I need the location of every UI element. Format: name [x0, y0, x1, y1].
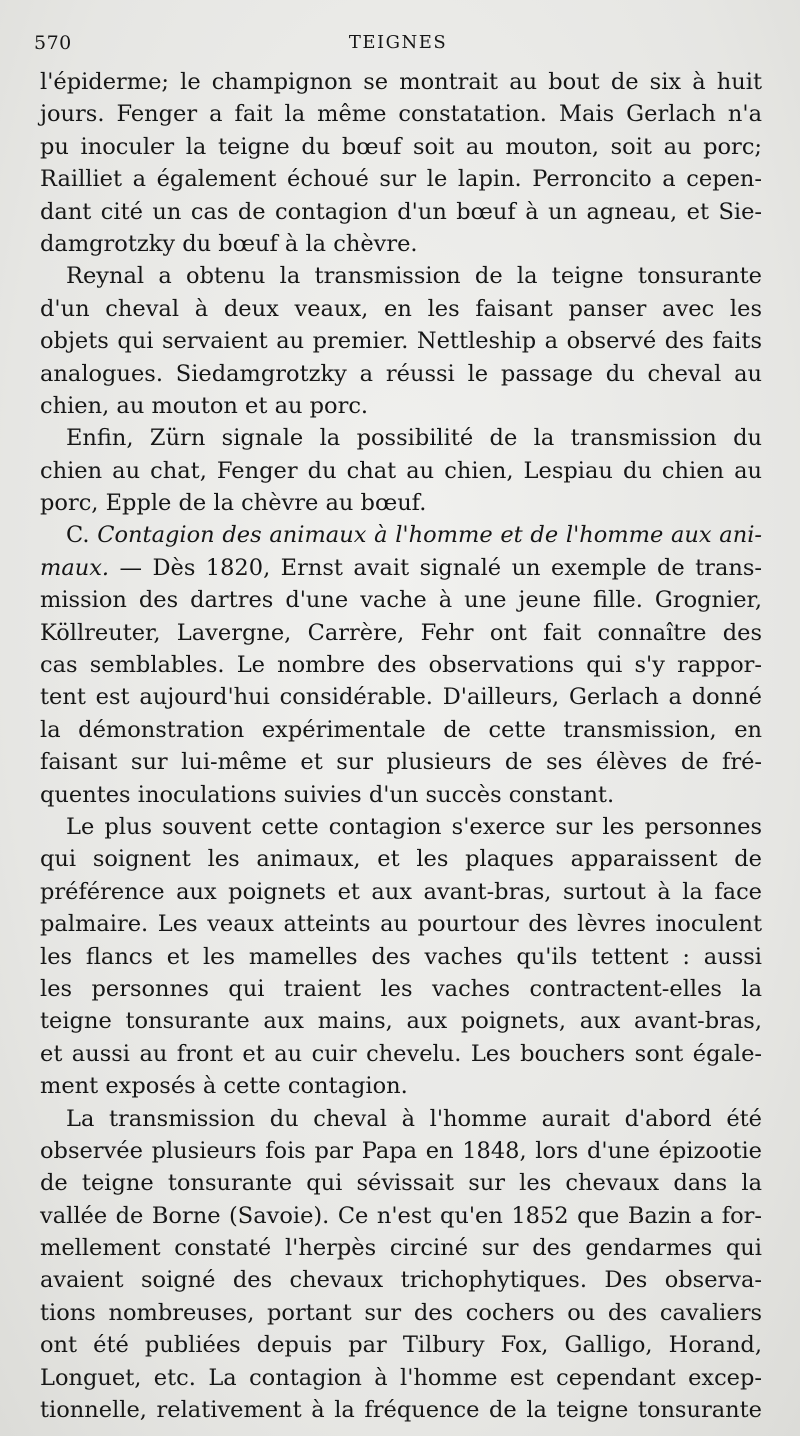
page-header	[34, 32, 762, 58]
text-line	[40, 66, 762, 98]
line-text: observée plusieurs fois par Papa en 1848, lors d'une épizootie	[40, 1137, 762, 1164]
line-text: objets qui servaient au premier. Nettleship a observé des faits	[40, 328, 762, 355]
line-text: d'un cheval à deux veaux, en les faisant panser avec les	[40, 295, 762, 322]
running-title: TEIGNES	[348, 32, 448, 53]
line-text: jours. Fenger a fait la même constatation. Mais Gerlach n'a	[40, 101, 762, 128]
line-text: pu inoculer la teigne du bœuf soit au mouton, soit au porc;	[40, 133, 762, 160]
text-line	[40, 163, 762, 195]
text-line	[40, 811, 762, 843]
text-line	[40, 293, 762, 325]
line-text: analogues. Siedamgrotzky a réussi le passage du cheval au	[40, 360, 762, 387]
text-line	[40, 131, 762, 163]
text-line	[40, 1005, 762, 1037]
text-line	[40, 908, 762, 940]
line-text: chien, au mouton et au porc.	[40, 392, 369, 419]
text-line	[40, 455, 762, 487]
text-line	[40, 1362, 762, 1394]
line-text: cas semblables. Le nombre des observations qui s'y rappor-	[40, 652, 762, 679]
line-text: Le plus souvent cette contagion s'exerce sur les personnes	[66, 813, 762, 840]
text-line	[40, 584, 762, 616]
line-text: dant cité un cas de contagion d'un bœuf à un agneau, et Sie-	[40, 198, 762, 225]
line-text: préférence aux poignets et aux avant-bras, surtout à la face	[40, 878, 762, 905]
text-line	[40, 260, 762, 292]
text-line	[40, 1297, 762, 1329]
text-line	[40, 1264, 762, 1296]
text-line	[40, 649, 762, 681]
text-line	[40, 325, 762, 357]
text-line	[40, 1394, 762, 1426]
line-text: tionnelle, relativement à la fréquence de la teigne tonsurante	[40, 1397, 762, 1424]
text-line	[40, 681, 762, 713]
text-line	[40, 552, 762, 584]
text-line	[40, 98, 762, 130]
text-line	[40, 519, 762, 551]
italic-text: Contagion des animaux à l'homme et de l'homme aux ani-	[97, 522, 763, 549]
line-text: La transmission du cheval à l'homme aurait d'abord été	[66, 1105, 762, 1132]
line-text: vallée de Borne (Savoie). Ce n'est qu'en 1852 que Bazin a for-	[40, 1202, 762, 1229]
line-text: et aussi au front et au cuir chevelu. Les bouchers sont égale-	[40, 1040, 762, 1067]
line-text: tions nombreuses, portant sur des cochers ou des cavaliers	[40, 1299, 762, 1326]
text-line	[40, 1329, 762, 1361]
text-line	[40, 1167, 762, 1199]
line-text: la démonstration expérimentale de cette transmission, en	[40, 716, 762, 743]
text-line	[40, 358, 762, 390]
text-line	[40, 390, 762, 422]
line-text: mellement constaté l'herpès circiné sur des gendarmes qui	[40, 1235, 762, 1262]
line-text: de teigne tonsurante qui sévissait sur les chevaux dans la	[40, 1170, 762, 1197]
page-number: 570	[34, 32, 72, 54]
text-line	[40, 1103, 762, 1135]
text-line	[40, 714, 762, 746]
line-text: mission des dartres d'une vache à une jeune fille. Grognier,	[40, 587, 762, 614]
line-text: faisant sur lui-même et sur plusieurs de ses élèves de fré-	[40, 749, 762, 776]
italic-text: maux.	[40, 554, 110, 581]
body-text	[40, 66, 762, 1426]
text-line	[40, 422, 762, 454]
line-text: palmaire. Les veaux atteints au pourtour des lèvres inoculent	[40, 911, 762, 938]
line-text: Köllreuter, Lavergne, Carrère, Fehr ont fait connaître des	[40, 619, 762, 646]
text-line	[40, 941, 762, 973]
line-text: Railliet a également échoué sur le lapin. Perroncito a cepen-	[40, 166, 762, 193]
line-text: ont été publiées depuis par Tilbury Fox, Galligo, Horand,	[40, 1332, 762, 1359]
text-line	[40, 779, 762, 811]
text-line	[40, 1200, 762, 1232]
line-text: — Dès 1820, Ernst avait signalé un exemple de trans-	[109, 554, 762, 581]
text-line	[40, 196, 762, 228]
line-text: chien au chat, Fenger du chat au chien, Lespiau du chien au	[40, 457, 762, 484]
line-text: teigne tonsurante aux mains, aux poignets, aux avant-bras,	[40, 1008, 762, 1035]
line-text: Longuet, etc. La contagion à l'homme est cependant excep-	[40, 1364, 762, 1391]
line-text: Reynal a obtenu la transmission de la teigne tonsurante	[66, 263, 762, 290]
line-text: porc, Epple de la chèvre au bœuf.	[40, 490, 427, 517]
line-text: damgrotzky du bœuf à la chèvre.	[40, 230, 418, 257]
line-text: quentes inoculations suivies d'un succès constant.	[40, 781, 615, 808]
line-text: tent est aujourd'hui considérable. D'ailleurs, Gerlach a donné	[40, 684, 762, 711]
text-line	[40, 973, 762, 1005]
line-text: les personnes qui traient les vaches contractent-elles la	[40, 975, 762, 1002]
text-line	[40, 746, 762, 778]
text-line	[40, 617, 762, 649]
line-text: avaient soigné des chevaux trichophytiques. Des observa-	[40, 1267, 762, 1294]
text-line	[40, 843, 762, 875]
text-line	[40, 228, 762, 260]
text-line	[40, 1232, 762, 1264]
line-text: qui soignent les animaux, et les plaques apparaissent de	[40, 846, 762, 873]
line-text: les flancs et les mamelles des vaches qu'ils tettent : aussi	[40, 943, 762, 970]
text-line	[40, 876, 762, 908]
text-line	[40, 487, 762, 519]
text-line	[40, 1070, 762, 1102]
text-line	[40, 1038, 762, 1070]
line-text: Enfin, Zürn signale la possibilité de la transmission du	[66, 425, 762, 452]
line-text: l'épiderme; le champignon se montrait au bout de six à huit	[40, 69, 762, 95]
text-line	[40, 1135, 762, 1167]
line-text: ment exposés à cette contagion.	[40, 1073, 408, 1100]
line-text: C.	[66, 522, 98, 549]
